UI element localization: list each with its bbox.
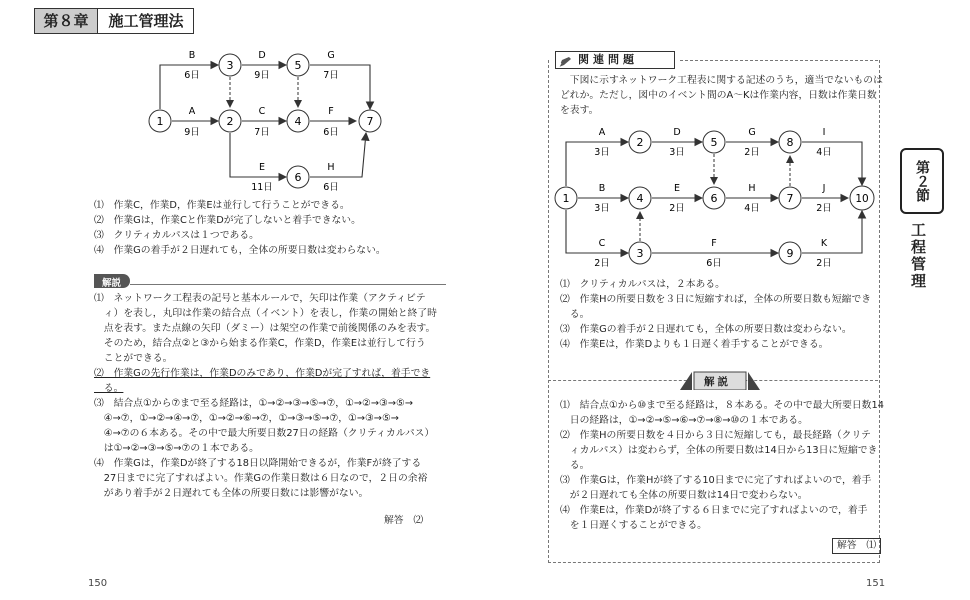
question-line: 下図に示すネットワーク工程表に関する記述のうち，適当でないものは xyxy=(560,75,883,86)
label-C-name: C xyxy=(598,238,606,249)
node-7 xyxy=(779,187,801,209)
exp-line: る。 xyxy=(94,383,124,394)
left-explanation xyxy=(94,291,437,501)
right-network-diagram xyxy=(552,122,878,272)
label-B-name: B xyxy=(598,183,606,194)
label-D-name: D xyxy=(673,127,681,138)
right-choices xyxy=(560,277,871,352)
node-5 xyxy=(703,131,725,153)
exp-line: ことができる。 xyxy=(94,353,173,364)
label-A-dur: 3日 xyxy=(594,147,610,158)
exp-line: ⑴ 結合点①から⑩まで至る経路は，８本ある。その中で最大所要日数14 xyxy=(560,400,884,411)
svg-text:7: 7 xyxy=(366,115,374,128)
node-3 xyxy=(219,54,241,76)
label-F-dur: 6日 xyxy=(706,258,722,269)
svg-text:2: 2 xyxy=(226,115,234,128)
exp-line: ⑵ 作業Hの所要日数を４日から３日に短縮しても，最長経路（クリテ xyxy=(560,430,871,441)
right-question xyxy=(560,73,883,118)
label-E-dur: 2日 xyxy=(669,203,685,214)
exp-line: 日の経路は，①→②→⑤→⑥→⑦→⑧→⑩の１本である。 xyxy=(560,415,808,426)
label-J-name: J xyxy=(822,183,826,194)
svg-text:4: 4 xyxy=(636,192,644,205)
kaisetsu-header-left xyxy=(94,274,446,288)
choice-line: ⑶ 作業Gの着手が２日遅れても，全体の所要日数は変わらない。 xyxy=(560,324,852,335)
exp-line: ⑶ 作業Gは，作業Hが終了する10日までに完了すればよいので，着手 xyxy=(560,475,872,486)
svg-text:10: 10 xyxy=(855,193,869,205)
choice-line: ⑷ 作業Eは，作業Dよりも１日遅く着手することができる。 xyxy=(560,339,829,350)
page-number-right: 151 xyxy=(866,578,886,589)
label-I-dur: 4日 xyxy=(816,147,832,158)
chapter-number: 第８章 xyxy=(35,9,98,33)
node-6 xyxy=(287,166,309,188)
svg-text:7: 7 xyxy=(786,192,794,205)
exp-line: 点を表す。また点線の矢印（ダミー）は架空の作業で前後関係のみを表す。 xyxy=(94,323,436,334)
node-3 xyxy=(629,242,651,264)
left-choices xyxy=(94,198,386,258)
label-A-dur: 9日 xyxy=(184,127,200,138)
label-E-dur: 11日 xyxy=(251,182,273,193)
label-B-name: B xyxy=(188,50,196,61)
label-F-name: F xyxy=(328,106,334,117)
arrow-K xyxy=(802,211,862,253)
node-4 xyxy=(287,110,309,132)
node-6 xyxy=(703,187,725,209)
choice-4: ⑷ 作業Gの着手が２日遅れても，全体の所要日数は変わらない。 xyxy=(94,245,386,256)
kanren-label: 関連問題 xyxy=(578,53,638,66)
exp-line: が２日遅れても全体の所要日数は14日で変わらない。 xyxy=(560,490,808,501)
label-D-dur: 3日 xyxy=(669,147,685,158)
arrow-I xyxy=(802,142,862,185)
label-D-name: D xyxy=(258,50,266,61)
arrow-C xyxy=(566,210,628,253)
svg-text:5: 5 xyxy=(294,59,302,72)
exp-line: ⑵ 作業Gの先行作業は，作業Dのみであり，作業Dが完了すれば，着手でき xyxy=(94,368,431,379)
svg-text:6: 6 xyxy=(294,171,302,184)
exp-line: ④→⑦の６本ある。その中で最大所要日数27日の経路（クリティカルパス） xyxy=(94,428,435,439)
svg-text:1: 1 xyxy=(562,192,570,205)
label-J-dur: 2日 xyxy=(816,203,832,214)
label-C-dur: 2日 xyxy=(594,258,610,269)
chapter-header xyxy=(34,8,194,34)
svg-text:1: 1 xyxy=(156,115,164,128)
kaisetsu-label-right: 解説 xyxy=(704,376,731,388)
svg-text:5: 5 xyxy=(710,136,718,149)
label-D-dur: 9日 xyxy=(254,70,270,81)
label-F-name: F xyxy=(711,238,717,249)
svg-text:6: 6 xyxy=(710,192,718,205)
label-H-name: H xyxy=(327,162,335,173)
node-1 xyxy=(555,187,577,209)
exp-line: る。 xyxy=(560,460,590,471)
label-F-dur: 6日 xyxy=(323,127,339,138)
exp-line: ⑴ ネットワーク工程表の記号と基本ルールで，矢印は作業（アクティビテ xyxy=(94,293,426,304)
svg-text:4: 4 xyxy=(294,115,302,128)
label-H-name: H xyxy=(748,183,756,194)
choice-2: ⑵ 作業Gは，作業Cと作業Dが完了しないと着手できない。 xyxy=(94,215,361,226)
right-explanation xyxy=(560,398,884,533)
exp-line: 27日までに完了すればよい。作業Gの作業日数は６日なので，２日の余裕 xyxy=(94,473,428,484)
exp-line: ⑶ 結合点①から⑦まで至る経路は，①→②→③→⑤→⑦，①→②→③→⑤→ xyxy=(94,398,414,409)
exp-line: そのため，結合点②と③から始まる作業C，作業D，作業Eは並行して行う xyxy=(94,338,426,349)
label-K-dur: 2日 xyxy=(816,258,832,269)
exp-line: ィ）を表し，丸印は作業の結合点（イベント）を表し，作業の開始と終了時 xyxy=(94,308,437,319)
exp-line: ⑷ 作業Gは，作業Dが終了する18日以降開始できるが，作業Fが終了する xyxy=(94,458,422,469)
chapter-title: 施工管理法 xyxy=(108,12,184,30)
label-G-name: G xyxy=(327,50,335,61)
label-B-dur: 3日 xyxy=(594,203,610,214)
question-line: を表す。 xyxy=(560,105,599,116)
choice-1: ⑴ 作業C，作業D，作業Eは並行して行うことができる。 xyxy=(94,200,350,211)
label-I-name: I xyxy=(822,127,826,138)
label-H-dur: 4日 xyxy=(744,203,760,214)
node-7 xyxy=(359,110,381,132)
label-E-name: E xyxy=(673,183,681,194)
arrow-H xyxy=(310,133,366,177)
question-line: どれか。ただし，図中のイベント間のA～Kは作業内容，日数は作業日数 xyxy=(560,90,877,101)
label-C-dur: 7日 xyxy=(254,127,270,138)
label-A-name: A xyxy=(598,127,606,138)
label-G-dur: 7日 xyxy=(323,70,339,81)
label-C-name: C xyxy=(258,106,266,117)
label-B-dur: 6日 xyxy=(184,70,200,81)
exp-line: を１日遅くすることができる。 xyxy=(560,520,707,531)
exp-line: があり着手が２日遅れても全体の所要日数には影響がない。 xyxy=(94,488,369,499)
choice-line: ⑵ 作業Hの所要日数を３日に短縮すれば，全体の所要日数も短縮でき xyxy=(560,294,872,305)
svg-text:8: 8 xyxy=(786,136,794,149)
node-1 xyxy=(149,110,171,132)
kanren-frame-top xyxy=(680,60,878,62)
label-G-dur: 2日 xyxy=(744,147,760,158)
page-number-left: 150 xyxy=(88,578,108,589)
choice-3: ⑶ クリティカルパスは１つである。 xyxy=(94,230,259,241)
node-2 xyxy=(629,131,651,153)
left-network-diagram xyxy=(140,40,400,200)
svg-text:9: 9 xyxy=(786,247,794,260)
section-title: 工程管理 xyxy=(909,222,927,290)
label-E-name: E xyxy=(258,162,266,173)
exp-line: は①→②→③→⑤→⑦の１本である。 xyxy=(94,443,259,454)
node-10 xyxy=(850,186,874,210)
kaisetsu-header-right xyxy=(680,370,760,390)
exp-line: ④→⑦，①→②→④→⑦，①→②→⑥→⑦，①→③→⑤→⑦，①→③→⑤→ xyxy=(94,413,400,424)
node-9 xyxy=(779,242,801,264)
label-G-name: G xyxy=(748,127,756,138)
label-A-name: A xyxy=(188,106,196,117)
arrow-G xyxy=(310,65,370,109)
answer-left: 解答 ⑵ xyxy=(384,515,424,526)
section-tab-label: 第２節 xyxy=(914,160,930,202)
node-4 xyxy=(629,187,651,209)
label-K-name: K xyxy=(820,238,828,249)
node-2 xyxy=(219,110,241,132)
svg-text:3: 3 xyxy=(226,59,234,72)
section-tab xyxy=(900,148,944,214)
svg-text:2: 2 xyxy=(636,136,644,149)
exp-line: ィカルパス）は変わらず，全体の所要日数は14日から13日に短縮でき xyxy=(560,445,878,456)
choice-line: る。 xyxy=(560,309,590,320)
label-H-dur: 6日 xyxy=(323,182,339,193)
node-5 xyxy=(287,54,309,76)
node-8 xyxy=(779,131,801,153)
kaisetsu-label-left: 解説 xyxy=(102,278,122,289)
answer-right: 解答 ⑴ xyxy=(832,538,881,554)
choice-line: ⑴ クリティカルパスは，２本ある。 xyxy=(560,279,725,290)
svg-text:3: 3 xyxy=(636,247,644,260)
exp-line: ⑷ 作業Eは，作業Dが終了する６日までに完了すればよいので，着手 xyxy=(560,505,868,516)
